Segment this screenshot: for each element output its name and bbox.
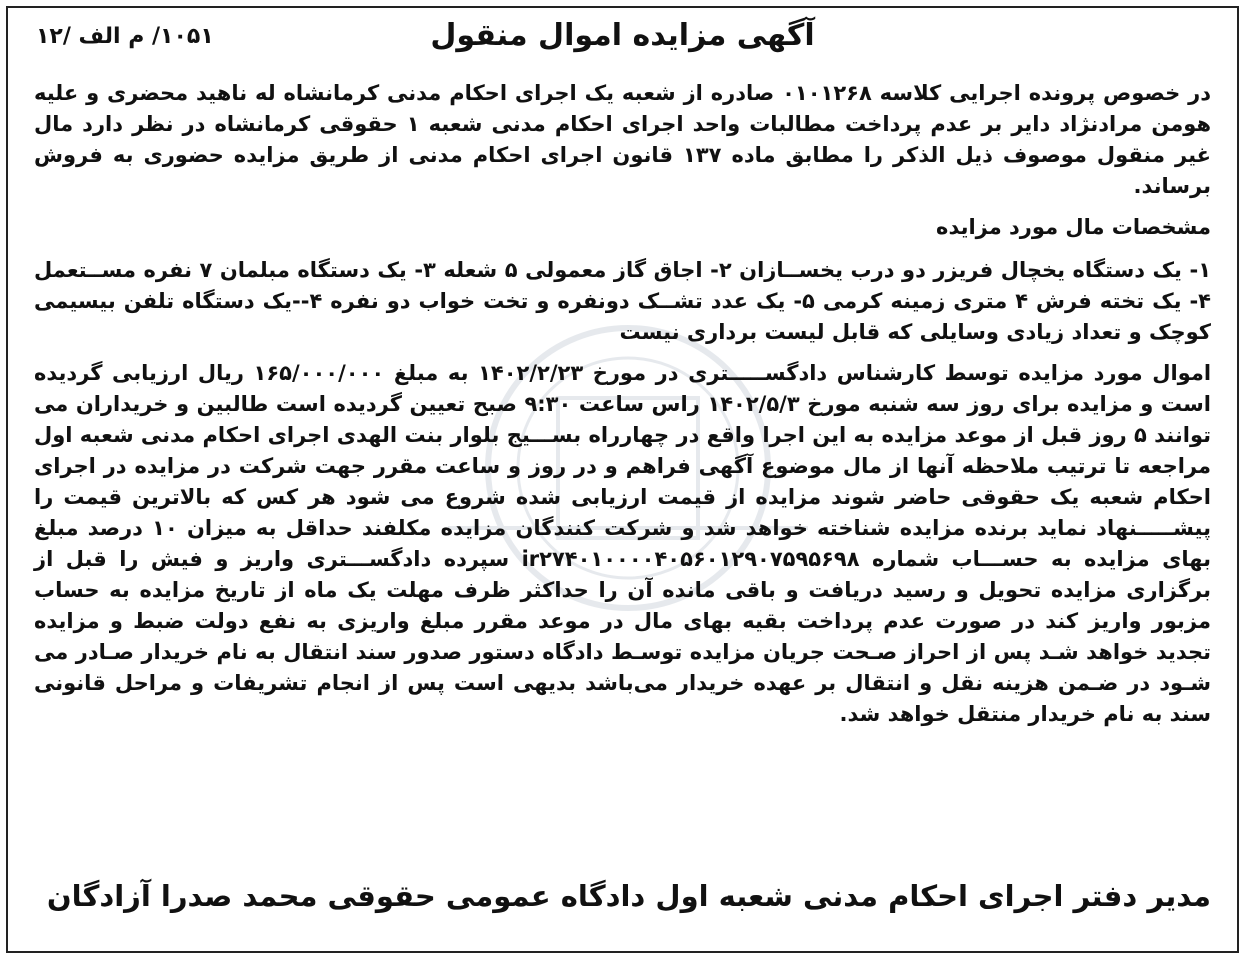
notice-body bbox=[34, 78, 1211, 740]
specs-heading: مشخصات مال مورد مزایده bbox=[936, 215, 1211, 239]
notice-title: آگهی مزایده اموال منقول bbox=[430, 18, 815, 53]
items-paragraph: ۱- یک دستگاه یخچال فریزر دو درب یخســازان ۲- اجاق گاز معمولی ۵ شعله ۳- یک دستگاه مبلمان ۷ نفره مســتعمل ۴- یک تخته فرش ۴ متری زمینه کرمی ۵- یک عدد تشــک دونفره و تخت خواب دو نفره ۴--یک دستگاه تلفن بیسیمی کوچک و تعداد زیادی وسایلی که قابل لیست برداری نیست bbox=[34, 258, 1212, 344]
advertisement-frame bbox=[6, 6, 1239, 953]
terms-paragraph: اموال مورد مزایده توسط کارشناس دادگســـــتری در مورخ ۱۴۰۲/۲/۲۳ به مبلغ ۱۶۵/۰۰۰/۰۰۰ ریال ارزیابی گردیده است و مزایده برای روز سه شنبه مورخ ۱۴۰۲/۵/۳ راس ساعت ۹:۳۰ صبح تعیین گردیده است طالبین و خریداران می توانند ۵ روز قبل از موعد مزایده به این اجرا واقع در چهارراه بســـیج بلوار بنت الهدی اجرای احکام مدنی شعبه اول مراجعه تا ترتیب ملاحظه آنها از مال موضوع آگهی فراهم و در روز و ساعت مقرر جهت شرکت در مزایده در اجرای احکام شعبه یک حقوقی حاضر شوند مزایده از قیمت ارزیابی شده شروع می شود هر کس که بالاترین قیمت را پیشـــــنهاد نماید برنده مزایده شناخته خواهد شد و شرکت کنندگان مزایده مکلفند حداقل به میزان ۱۰ درصد مبلغ بهای مزایده به حســـاب شماره ir۲۷۴۰۱۰۰۰۰۴۰۵۶۰۱۲۹۰۷۵۹۵۶۹۸ سپرده دادگســـتری واریز و فیش را قبل از برگزاری مزایده تحویل و رسید دریافت و باقی مانده آن را حداکثر ظرف مهلت یک ماه از تاریخ مزایده به حساب مزبور واریز کند در صورت عدم پرداخت بقیه بهای مال در موعد مقرر مبلغ واریزی به نفع دولت ضبط و مزایده تجدید خواهد شـد پس از احراز صـحت جریان مزایده توسـط دادگاه دستور صدور سند انتقال به نام خریدار صـادر می شـود در ضـمن هزینه نقل و انتقال بر عهده خریدار می‌باشد بدیهی است پس از انجام تشریفات و مراحل قانونی سند به نام خریدار منتقل خواهد شد. bbox=[34, 361, 1212, 726]
signature-line: مدیر دفتر اجرای احکام مدنی شعبه اول دادگاه عمومی حقوقی محمد صدرا آزادگان bbox=[46, 879, 1211, 913]
header bbox=[8, 8, 1237, 74]
reference-code: ۱۰۵۱/ م الف /۱۲ bbox=[36, 24, 214, 49]
intro-paragraph: در خصوص پرونده اجرایی کلاسه ۰۱۰۱۲۶۸ صادره از شعبه یک اجرای احکام مدنی کرمانشاه له ناهید محضری و علیه هومن مرادنژاد دایر بر عدم پرداخت مطالبات واحد اجرای احکام مدنی شعبه ۱ حقوقی کرمانشاه در نظر دارد مال غیر منقول موصوف ذیل الذکر را مطابق ماده ۱۳۷ قانون اجرای احکام مدنی از طریق مزایده حضوری به فروش برساند. bbox=[34, 81, 1212, 198]
